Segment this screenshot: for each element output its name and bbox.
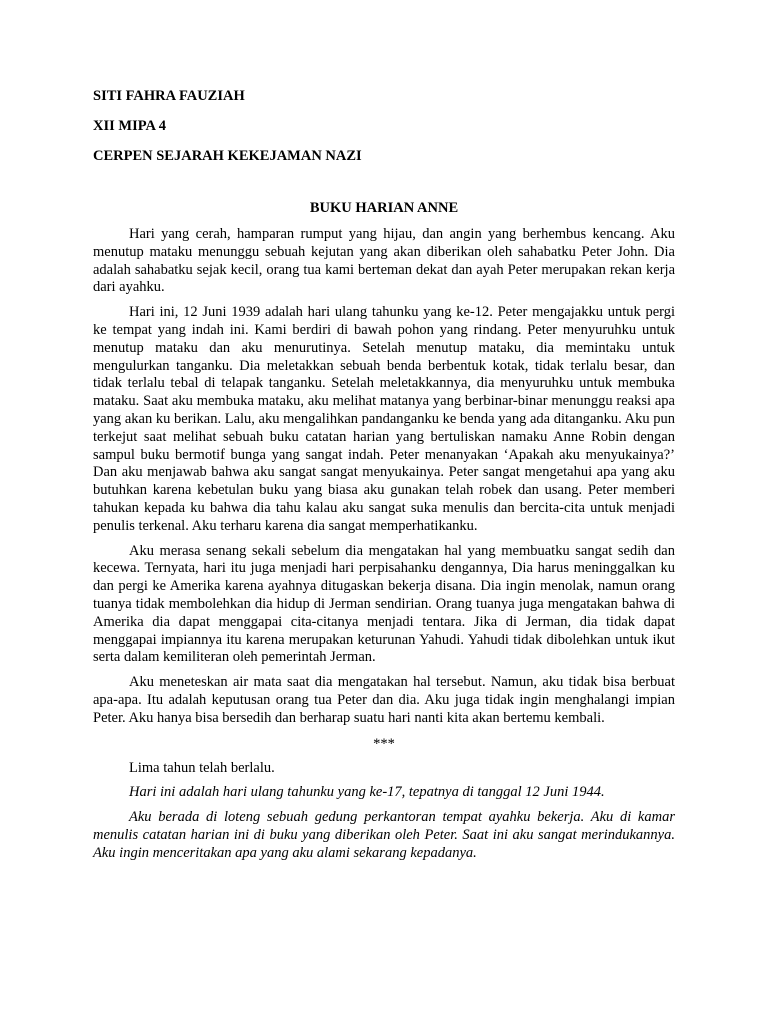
story-paragraph: Hari yang cerah, hamparan rumput yang hijau, dan angin yang berhembus kencang. Aku menutup mataku menunggu sebuah kejutan yang akan diberikan oleh sahabatku Peter John. Dia adalah sahabatku sejak kecil, orang tua kami berteman dekat dan ayah Peter merupakan rekan kerja dari ayahku. [93, 226, 675, 296]
story-paragraph: Aku merasa senang sekali sebelum dia mengatakan hal yang membuatku sangat sedih dan kecewa. Ternyata, hari itu juga menjadi hari perpisahanku dengannya, Dia harus meninggalkan ku dan pergi ke Amerika karena ayahnya ditugaskan bekerja disana. Dia ingin menolak, namun orang tuanya tidak membolehkan dia hidup di Jerman sendirian. Orang tuanya juga mengatakan bahwa di Amerika dia dapat menggapai cita-citanya menjadi tentara. Jika di Jerman, dia tidak dapat menggapai impiannya itu karena merupakan keturunan Yahudi. Yahudi tidak dibolehkan untuk ikut serta dalam kemiliteran oleh pemerintah Jerman. [93, 542, 675, 666]
story-title: BUKU HARIAN ANNE [309, 200, 459, 216]
diary-paragraph: Aku berada di loteng sebuah gedung perkantoran tempat ayahku bekerja. Aku di kamar menulis catatan harian ini di buku yang diberikan oleh Peter. Saat ini aku sangat merindukannya. Aku ingin menceritakan apa yang aku alami sekarang kepadanya. [93, 809, 675, 861]
story-paragraph: Lima tahun telah berlalu. [129, 759, 275, 776]
story-paragraph: Hari ini, 12 Juni 1939 adalah hari ulang tahunku yang ke-12. Peter mengajakku untuk pergi ke tempat yang indah ini. Kami berdiri di bawah pohon yang rindang. Peter menyuruhku untuk menutup mataku dan aku menurutinya. Setelah menutup mataku, dia memintaku untuk mengulurkan tanganku. Dia meletakkan sebuah benda berbentuk kotak, tidak terlalu besar, dan tidak terlalu tebal di telapak tanganku. Setelah meletakkannya, dia menyuruhku untuk membuka mataku. Saat aku membuka mataku, aku melihat matanya yang berbinar-binar menunggu reaksi apa yang akan ku berikan. Lalu, aku mengalihkan pandanganku ke benda yang ada ditanganku. Aku pun terkejut saat melihat sebuah buku catatan harian yang bertuliskan namaku Anne Robin dengan sampul buku bermotif bunga yang sangat indah. Peter menanyakan ‘Apakah aku menyukainya?’ Dan aku menjawab bahwa aku sangat sangat menyukainya. Peter sangat mengetahui apa yang aku butuhkan karena kebetulan buku yang biasa aku gunakan telah robek dan usang. Peter memberi tahukan kepada ku bahwa dia tahu kalau aku sangat suka menulis dan bercita-cita untuk menjadi penulis terkenal. Aku terharu karena dia sangat memperhatikanku. [93, 304, 675, 534]
assignment-title: CERPEN SEJARAH KEKEJAMAN NAZI [93, 148, 362, 164]
story-paragraph: Aku meneteskan air mata saat dia mengatakan hal tersebut. Namun, aku tidak bisa berbuat apa-apa. Itu adalah keputusan orang tua Peter dan dia. Aku juga tidak ingin menghalangi impian Peter. Aku hanya bisa bersedih dan berharap suatu hari nanti kita akan bertemu kembali. [93, 674, 675, 726]
class-label: XII MIPA 4 [93, 118, 167, 134]
section-separator: *** [373, 735, 395, 752]
diary-paragraph: Hari ini adalah hari ulang tahunku yang ke-17, tepatnya di tanggal 12 Juni 1944. [129, 784, 605, 801]
author-name: SITI FAHRA FAUZIAH [93, 88, 245, 104]
